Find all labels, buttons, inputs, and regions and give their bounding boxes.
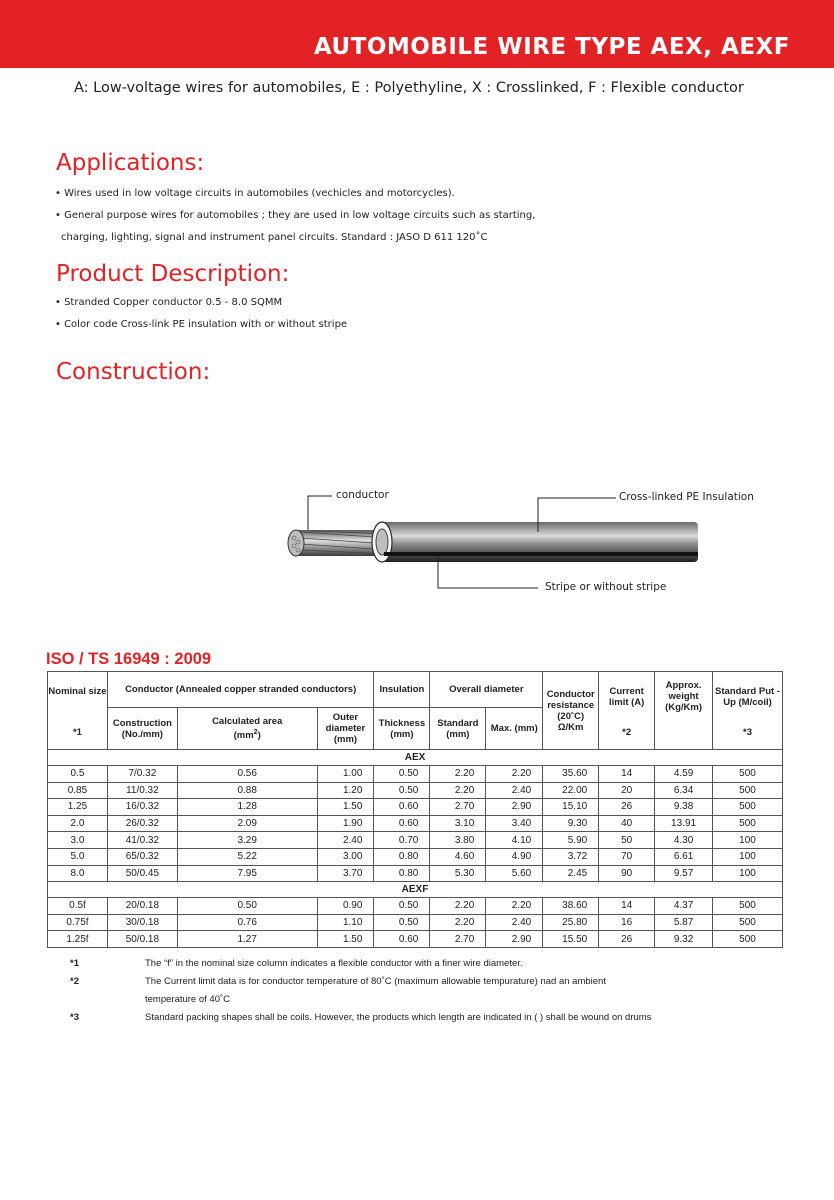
table-row xyxy=(48,782,783,799)
table-cell: 38.60 xyxy=(543,898,599,915)
table-cell: 100 xyxy=(713,865,783,882)
table-cell: 2.20 xyxy=(486,898,543,915)
col-calculated-area: Calculated area $(mm^2)$ xyxy=(177,708,317,750)
table-cell: 1.50 xyxy=(317,931,374,948)
col-group-insulation: Insulation xyxy=(374,672,430,708)
table-cell: 65/0.32 xyxy=(107,848,177,865)
table-cell: 35.60 xyxy=(543,766,599,783)
table-cell: 2.70 xyxy=(430,799,486,816)
table-cell: 5.60 xyxy=(486,865,543,882)
table-cell: 7/0.32 xyxy=(107,766,177,783)
table-cell: 2.20 xyxy=(430,898,486,915)
table-cell: 50/0.18 xyxy=(107,931,177,948)
table-cell: 2.0 xyxy=(48,815,108,832)
table-cell: 1.90 xyxy=(317,815,374,832)
table-cell: 5.0 xyxy=(48,848,108,865)
table-cell: 2.40 xyxy=(486,782,543,799)
table-cell: 1.28 xyxy=(177,799,317,816)
table-cell: 26 xyxy=(599,799,655,816)
table-cell: 2.40 xyxy=(486,914,543,931)
table-row xyxy=(48,865,783,882)
table-cell: 1.10 xyxy=(317,914,374,931)
table-cell: 2.70 xyxy=(430,931,486,948)
table-cell: 0.90 xyxy=(317,898,374,915)
col-group-overall-diameter: Overall diameter xyxy=(430,672,543,708)
table-cell: 2.90 xyxy=(486,799,543,816)
table-cell: 4.90 xyxy=(486,848,543,865)
table-cell: 25.80 xyxy=(543,914,599,931)
table-cell: 16/0.32 xyxy=(107,799,177,816)
col-max-diameter: Max. (mm) xyxy=(486,708,543,750)
table-row xyxy=(48,931,783,948)
construction-heading: Construction: xyxy=(56,359,211,385)
table-cell: 8.0 xyxy=(48,865,108,882)
table-cell: 1.25f xyxy=(48,931,108,948)
table-cell: 16 xyxy=(599,914,655,931)
table-row xyxy=(48,898,783,915)
table-cell: 500 xyxy=(713,815,783,832)
table-cell: 1.20 xyxy=(317,782,374,799)
table-cell: 2.90 xyxy=(486,931,543,948)
table-cell: 3.10 xyxy=(430,815,486,832)
table-cell: 0.70 xyxy=(374,832,430,849)
table-cell: 90 xyxy=(599,865,655,882)
spec-table xyxy=(47,671,783,948)
table-cell: 500 xyxy=(713,782,783,799)
table-cell: 500 xyxy=(713,799,783,816)
table-cell: 0.60 xyxy=(374,799,430,816)
table-cell: 15.10 xyxy=(543,799,599,816)
applications-list xyxy=(55,183,535,249)
table-cell: 20/0.18 xyxy=(107,898,177,915)
table-cell: 500 xyxy=(713,914,783,931)
table-cell: 100 xyxy=(713,848,783,865)
list-item: • Color code Cross-link PE insulation with or without stripe xyxy=(55,319,348,330)
table-cell: 6.61 xyxy=(655,848,713,865)
table-cell: 1.27 xyxy=(177,931,317,948)
conductor-label: conductor xyxy=(336,489,389,501)
product-description-heading: Product Description: xyxy=(56,261,290,287)
table-cell: 0.80 xyxy=(374,865,430,882)
col-standard-diameter: Standard (mm) xyxy=(430,708,486,750)
list-item: • General purpose wires for automobiles ; they are used in low voltage circuits such as starting, xyxy=(55,210,536,221)
table-cell: 3.00 xyxy=(317,848,374,865)
table-cell: 4.59 xyxy=(655,766,713,783)
table-cell: 22.00 xyxy=(543,782,599,799)
table-cell: 0.60 xyxy=(374,815,430,832)
table-cell: 0.76 xyxy=(177,914,317,931)
table-cell: 14 xyxy=(599,898,655,915)
table-cell: 50/0.45 xyxy=(107,865,177,882)
table-cell: 5.90 xyxy=(543,832,599,849)
list-item: • Wires used in low voltage circuits in automobiles (vechicles and motorcycles). xyxy=(55,188,455,199)
table-cell: 0.5 xyxy=(48,766,108,783)
col-outer-diameter: Outer diameter (mm) xyxy=(317,708,374,750)
table-cell: 2.20 xyxy=(430,914,486,931)
table-cell: 0.85 xyxy=(48,782,108,799)
table-cell: 1.00 xyxy=(317,766,374,783)
table-cell: 2.40 xyxy=(317,832,374,849)
table-cell: 14 xyxy=(599,766,655,783)
table-cell: 41/0.32 xyxy=(107,832,177,849)
group-row-aex: AEX xyxy=(48,750,783,766)
group-row-aexf: AEXF xyxy=(48,882,783,898)
table-cell: 9.57 xyxy=(655,865,713,882)
table-cell: 500 xyxy=(713,931,783,948)
table-cell: 6.34 xyxy=(655,782,713,799)
table-cell: 100 xyxy=(713,832,783,849)
table-cell: 2.09 xyxy=(177,815,317,832)
table-cell: 0.50 xyxy=(374,898,430,915)
table-cell: 500 xyxy=(713,898,783,915)
table-cell: 3.29 xyxy=(177,832,317,849)
table-cell: 4.10 xyxy=(486,832,543,849)
table-row xyxy=(48,914,783,931)
iso-standard: ISO / TS 16949 : 2009 xyxy=(46,650,212,668)
table-cell: 0.75f xyxy=(48,914,108,931)
product-description-list xyxy=(55,292,347,336)
list-item: • Stranded Copper conductor 0.5 - 8.0 SQMM xyxy=(55,297,283,308)
table-cell: 15.50 xyxy=(543,931,599,948)
table-cell: 26/0.32 xyxy=(107,815,177,832)
page-title: AUTOMOBILE WIRE TYPE AEX, AEXF xyxy=(313,34,790,60)
table-cell: 5.22 xyxy=(177,848,317,865)
table-row xyxy=(48,799,783,816)
table-row xyxy=(48,848,783,865)
table-cell: 0.56 xyxy=(177,766,317,783)
table-cell: 26 xyxy=(599,931,655,948)
table-cell: 2.20 xyxy=(486,766,543,783)
conductor-leader xyxy=(308,496,332,530)
table-cell: 4.60 xyxy=(430,848,486,865)
table-cell: 2.20 xyxy=(430,766,486,783)
table-cell: 0.5f xyxy=(48,898,108,915)
table-cell: 2.45 xyxy=(543,865,599,882)
table-cell: 2.20 xyxy=(430,782,486,799)
table-cell: 3.40 xyxy=(486,815,543,832)
table-cell: 50 xyxy=(599,832,655,849)
table-cell: 0.50 xyxy=(374,766,430,783)
header-banner xyxy=(0,0,834,68)
table-row xyxy=(48,766,783,783)
page-subtitle: A: Low-voltage wires for automobiles, E : Polyethyline, X : Crosslinked, F : Flexible conductor xyxy=(74,80,744,96)
table-row xyxy=(48,832,783,849)
col-construction: Construction (No./mm) xyxy=(107,708,177,750)
table-cell: 70 xyxy=(599,848,655,865)
table-cell: 3.0 xyxy=(48,832,108,849)
table-cell: 3.80 xyxy=(430,832,486,849)
table-row xyxy=(48,815,783,832)
col-thickness: Thickness (mm) xyxy=(374,708,430,750)
table-cell: 40 xyxy=(599,815,655,832)
table-cell: 9.38 xyxy=(655,799,713,816)
table-cell: 0.88 xyxy=(177,782,317,799)
table-cell: 0.60 xyxy=(374,931,430,948)
col-nominal-size: Nominal size *1 xyxy=(48,672,108,750)
list-item-continuation: charging, lighting, signal and instrument panel circuits. Standard : JASO D 611 120˚C xyxy=(61,232,488,243)
wire-construction-diagram xyxy=(280,480,760,600)
table-cell: 4.37 xyxy=(655,898,713,915)
stripe-label: Stripe or without stripe xyxy=(545,581,667,593)
table-cell: 5.30 xyxy=(430,865,486,882)
table-cell: 0.50 xyxy=(374,914,430,931)
col-current-limit: Current limit (A) *2 xyxy=(599,672,655,750)
insulation-label: Cross-linked PE Insulation xyxy=(619,491,754,503)
table-cell: 20 xyxy=(599,782,655,799)
col-approx-weight: Approx. weight (Kg/Km) xyxy=(655,672,713,750)
table-cell: 4.30 xyxy=(655,832,713,849)
table-cell: 0.80 xyxy=(374,848,430,865)
table-cell: 13.91 xyxy=(655,815,713,832)
table-cell: 11/0.32 xyxy=(107,782,177,799)
applications-heading: Applications: xyxy=(56,150,205,176)
table-cell: 1.25 xyxy=(48,799,108,816)
table-cell: 7.95 xyxy=(177,865,317,882)
col-group-conductor: Conductor (Annealed copper stranded conductors) xyxy=(107,672,374,708)
table-cell: 0.50 xyxy=(177,898,317,915)
table-cell: 3.72 xyxy=(543,848,599,865)
table-cell: 5.87 xyxy=(655,914,713,931)
table-cell: 9.30 xyxy=(543,815,599,832)
table-cell: 3.70 xyxy=(317,865,374,882)
table-cell: 1.50 xyxy=(317,799,374,816)
col-conductor-resistance: Conductor resistance (20˚C) Ω/Km xyxy=(543,672,599,750)
table-cell: 0.50 xyxy=(374,782,430,799)
table-cell: 30/0.18 xyxy=(107,914,177,931)
table-cell: 9.32 xyxy=(655,931,713,948)
table-cell: 500 xyxy=(713,766,783,783)
col-standard-put-up: Standard Put - Up (M/coil) *3 xyxy=(713,672,783,750)
